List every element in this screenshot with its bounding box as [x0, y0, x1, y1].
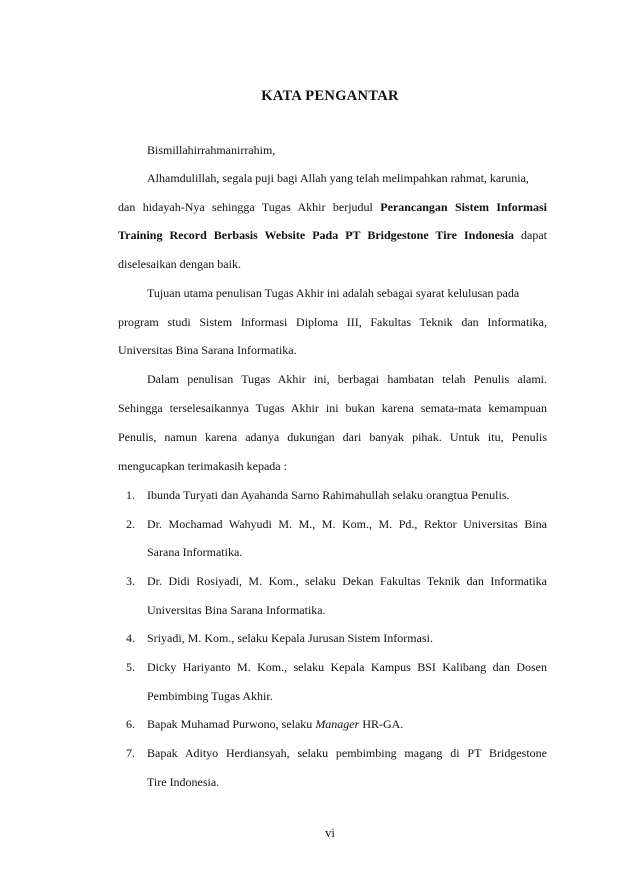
para1-line2-plain: dan hidayah-Nya sehingga Tugas Akhir berjudul: [118, 200, 373, 214]
list-item-number: 2.: [126, 517, 135, 531]
page-number: vi: [325, 826, 335, 840]
para1-line1: Alhamdulillah, segala puji bagi Allah yang telah melimpahkan rahmat, karunia,: [147, 171, 529, 185]
para1-line4: diselesaikan dengan baik.: [118, 257, 241, 271]
list-item-text: Ibunda Turyati dan Ayahanda Sarno Rahimahullah selaku orangtua Penulis.: [147, 488, 510, 502]
list-item-text: Dr. Didi Rosiyadi, M. Kom., selaku Dekan Fakultas Teknik dan Informatika: [147, 574, 547, 588]
para2-line1: Tujuan utama penulisan Tugas Akhir ini adalah sebagai syarat kelulusan pada: [147, 286, 520, 300]
list-item-text-cont: Pembimbing Tugas Akhir.: [147, 689, 273, 703]
list-item-number: 3.: [126, 574, 135, 588]
para1-line3-plain: dapat: [521, 228, 547, 242]
list-item-number: 5.: [126, 660, 135, 674]
list-item-text-italic: Manager: [315, 717, 360, 731]
list-item-number: 1.: [126, 488, 135, 502]
list-item-text: Sriyadi, M. Kom., selaku Kepala Jurusan Sistem Informasi.: [147, 631, 433, 645]
para1-line2: [118, 200, 547, 214]
para1-line3: [118, 228, 547, 242]
list-item-text: Dicky Hariyanto M. Kom., selaku Kepala Kampus BSI Kalibang dan Dosen: [147, 660, 547, 674]
opening-line: Bismillahirrahmanirrahim,: [147, 143, 276, 157]
para3-line2: Sehingga terselesaikannya Tugas Akhir ini bukan karena semata-mata kemampuan: [118, 401, 547, 415]
para3-line3: Penulis, namun karena adanya dukungan dari banyak pihak. Untuk itu, Penulis: [118, 430, 547, 444]
para3-line4: mengucapkan terimakasih kepada :: [118, 459, 287, 473]
list-item-text-cont: Tire Indonesia.: [147, 775, 220, 789]
list-item-number: 6.: [126, 717, 135, 731]
list-item-text-cont: Sarana Informatika.: [147, 545, 243, 559]
list-item-text: [147, 717, 403, 731]
list-item-text: Dr. Mochamad Wahyudi M. M., M. Kom., M. Pd., Rektor Universitas Bina: [147, 517, 547, 531]
page-title: KATA PENGANTAR: [261, 88, 399, 104]
list-item-number: 4.: [126, 631, 135, 645]
list-item-number: 7.: [126, 746, 135, 760]
thesis-title-part2: Training Record Berbasis Website Pada PT Bridgestone Tire Indonesia: [118, 228, 514, 242]
list-item-text: Bapak Adityo Herdiansyah, selaku pembimbing magang di PT Bridgestone: [147, 746, 547, 760]
list-item-text-pre: Bapak Muhamad Purwono, selaku: [147, 717, 313, 731]
para2-line3: Universitas Bina Sarana Informatika.: [118, 343, 297, 357]
para2-line2: program studi Sistem Informasi Diploma III, Fakultas Teknik dan Informatika,: [118, 315, 547, 329]
para3-line1: Dalam penulisan Tugas Akhir ini, berbagai hambatan telah Penulis alami.: [147, 372, 547, 386]
list-item-text-cont: Universitas Bina Sarana Informatika.: [147, 603, 326, 617]
list-item-text-post: HR-GA.: [362, 717, 404, 731]
thesis-title-part1: Perancangan Sistem Informasi: [380, 200, 548, 214]
